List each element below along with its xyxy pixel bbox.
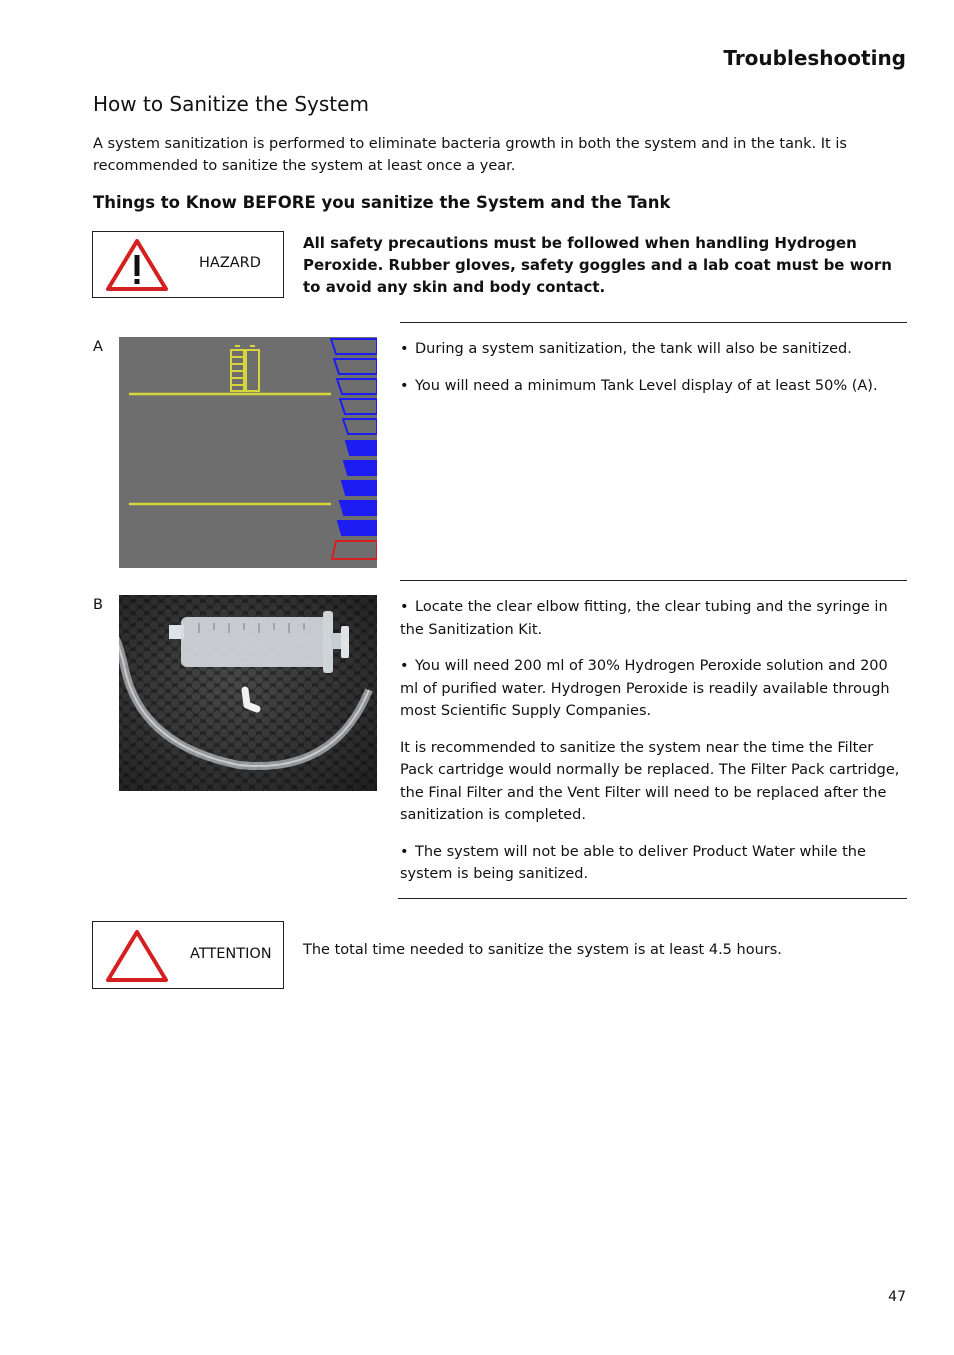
sanitization-timing-paragraph: It is recommended to sanitize the system near the time the Filter Pack cartridge would normally be replaced. The Filter Pack cartridge, the Final Filter and the Vent Filter will need to be replaced after the sanitization is completed.: [400, 739, 900, 823]
page-title: How to Sanitize the System: [93, 92, 369, 116]
figure-b-bullet-list: [400, 841, 905, 886]
list-item: • You will need 200 ml of 30% Hydrogen Peroxide solution and 200 ml of purified water. Hydrogen Peroxide is readily available through most Scientific Supply Companies.: [400, 658, 890, 719]
subheading: Things to Know BEFORE you sanitize the System and the Tank: [93, 193, 671, 212]
attention-label: ATTENTION: [190, 946, 272, 962]
list-item: • You will need a minimum Tank Level display of at least 50% (A).: [400, 377, 878, 394]
tank-level-display-image: [119, 337, 377, 568]
attention-text: The total time needed to sanitize the system is at least 4.5 hours.: [303, 942, 782, 958]
page-number: 47: [888, 1289, 906, 1305]
list-item: • Locate the clear elbow fitting, the clear tubing and the syringe in the Sanitization Kit.: [400, 599, 888, 638]
figure-b-bullet-list: [400, 596, 905, 723]
section-header: Troubleshooting: [723, 46, 906, 70]
divider: [400, 322, 907, 323]
figure-b-text: [400, 596, 905, 900]
bullet-text: The system will not be able to deliver Product Water while the system is being sanitized.: [400, 843, 866, 882]
bullet-text: You will need a minimum Tank Level display of at least 50% (A).: [415, 377, 878, 394]
intro-paragraph: A system sanitization is performed to eliminate bacteria growth in both the system and in the tank. It is recommended to sanitize the system at least once a year.: [93, 136, 847, 174]
hazard-label: HAZARD: [199, 255, 261, 271]
attention-notice-box: [92, 921, 284, 989]
hazard-text: All safety precautions must be followed when handling Hydrogen Peroxide. Rubber gloves, safety goggles and a lab coat must be worn to avoid any skin and body contact.: [303, 234, 892, 296]
figure-a-bullet-list: [400, 338, 905, 411]
list-item: • During a system sanitization, the tank will also be sanitized.: [400, 341, 852, 357]
hazard-notice-box: [92, 231, 284, 298]
bullet-text: You will need 200 ml of 30% Hydrogen Peroxide solution and 200 ml of purified water. Hydrogen Peroxide is readily available through most Scientific Supply Companies.: [400, 658, 890, 719]
warning-triangle-icon: [105, 928, 169, 984]
warning-triangle-exclamation-icon: [105, 238, 169, 292]
figure-letter-a: A: [93, 339, 103, 355]
divider: [400, 580, 907, 581]
figure-letter-b: B: [93, 597, 103, 613]
divider: [398, 898, 907, 899]
sanitization-kit-photo: [119, 595, 377, 791]
bullet-text: Locate the clear elbow fitting, the clear tubing and the syringe in the Sanitization Kit.: [400, 599, 888, 638]
list-item: • The system will not be able to deliver Product Water while the system is being sanitized.: [400, 843, 866, 882]
bullet-text: During a system sanitization, the tank will also be sanitized.: [415, 341, 852, 357]
